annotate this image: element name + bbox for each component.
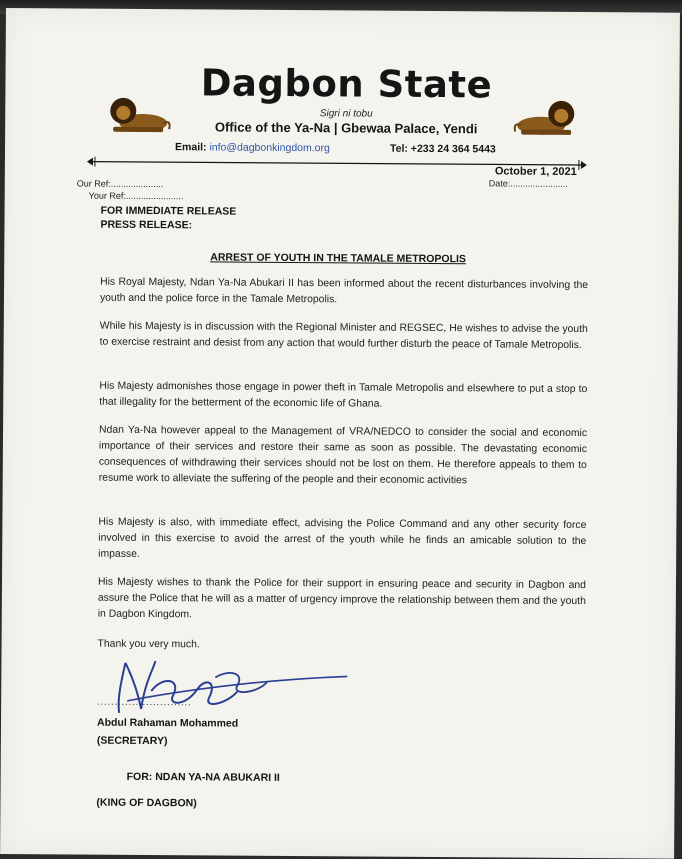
for-king-line: FOR: NDAN YA-NA ABUKARI II [127, 771, 280, 784]
letter-heading: ARREST OF YOUTH IN THE TAMALE METROPOLIS [210, 251, 466, 265]
email-label: Email: [175, 141, 207, 153]
paragraph-4: Ndan Ya-Na however appeal to the Management of VRA/NEDCO to consider the social and economic importance of their services and restore their same as soon as possible. The devastating economic consequences of withdrawing their services should not be lost on them. He therefore appeals to them to resume work to alleviate the suffering of the people and their economic activities [99, 423, 587, 490]
date-label: Date:....................... [489, 178, 568, 189]
your-ref: Your Ref:....................... [89, 191, 184, 202]
paragraph-1: His Royal Majesty, Ndan Ya-Na Abukari II has been informed about the recent disturbances involving the youth and the police force in the Tamale Metropolis. [100, 275, 588, 310]
paragraph-2: While his Majesty is in discussion with the Regional Minister and REGSEC, He wishes to advise the youth to exercise restraint and desist from any action that would further disturb the peace of Tamale Metropolis. [100, 319, 588, 354]
state-title: Dagbon State [5, 60, 682, 108]
state-motto: Sigri ni tobu [5, 106, 682, 122]
immediate-release: FOR IMMEDIATE RELEASE [101, 205, 237, 218]
our-ref: Our Ref:..................... [77, 178, 164, 189]
letter-date: October 1, 2021 [495, 165, 577, 178]
paragraph-3: His Majesty admonishes those engage in power theft in Tamale Metropolis and elsewhere to put a stop to that illegality for the betterment of the economic life of Ghana. [99, 379, 587, 414]
paragraph-closing: Thank you very much. [98, 637, 586, 656]
paragraph-6: His Majesty wishes to thank the Police for their support in ensuring peace and security in Dagbon and assure the Police that he will as a matter of urgency improve the relationship between them and the youth in Dagbon Kingdom. [98, 575, 586, 626]
king-title: (KING OF DAGBON) [96, 797, 196, 810]
office-line: Office of the Ya-Na | Gbewaa Palace, Yendi [5, 118, 682, 138]
letter-sheet [0, 8, 680, 859]
email-line [175, 141, 330, 154]
signature-line: ........................... [97, 697, 192, 708]
signer-name: Abdul Rahaman Mohammed [97, 717, 238, 730]
handwritten-signature [97, 651, 357, 723]
email-link[interactable]: info@dagbonkingdom.org [209, 141, 330, 154]
paragraph-5: His Majesty is also, with immediate effect, advising the Police Command and any other security force involved in this exercise to avoid the arrest of the youth while he finds an amicable solution to the impasse. [98, 515, 586, 566]
press-release-label: PRESS RELEASE: [100, 219, 192, 232]
telephone-line: Tel: +233 24 364 5443 [390, 143, 496, 156]
signer-role: (SECRETARY) [97, 735, 168, 747]
